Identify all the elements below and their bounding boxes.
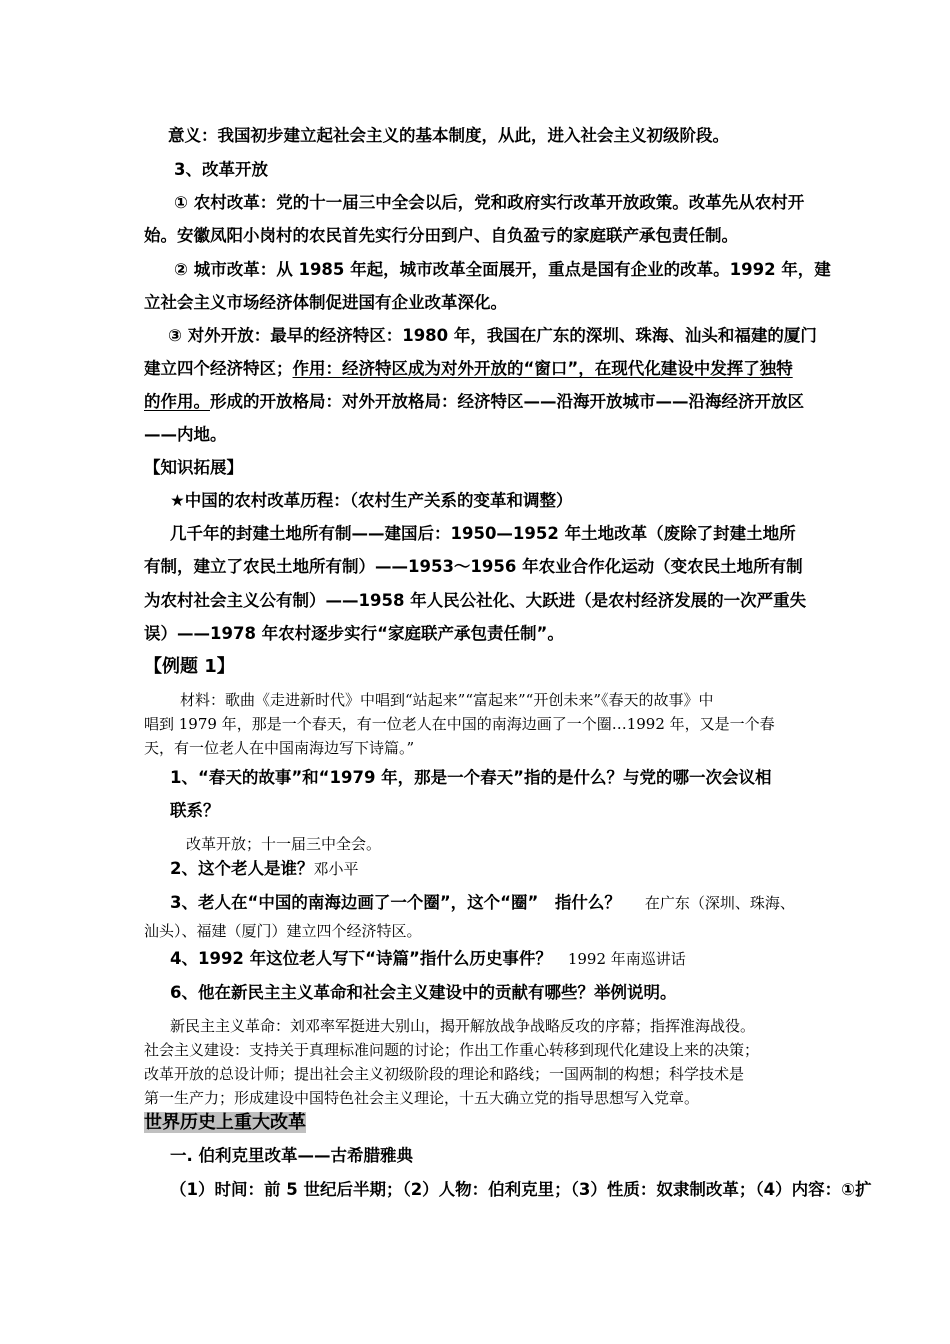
question-4: 4、1992 年这位老人写下“诗篇”指什么历史事件？ [170, 949, 552, 968]
material-line-3: 天，有一位老人在中国南海边写下诗篇。” [144, 739, 415, 757]
answer-6-line-2: 社会主义建设：支持关于真理标准问题的讨论；作出工作重心转移到现代化建设上来的决策； [144, 1041, 760, 1059]
answer-1: 改革开放；十一届三中全会。 [186, 835, 382, 853]
opening-line-1: ③ 对外开放：最早的经济特区：1980 年，我国在广东的深圳、珠海、汕头和福建的厦门 [168, 326, 817, 345]
rural-reform-line-2: 始。安徽凤阳小岗村的农民首先实行分田到户、自负盈亏的家庭联产承包责任制。 [144, 226, 738, 245]
answer-6-line-4: 第一生产力；形成建设中国特色社会主义理论，十五大确立党的指导思想写入党章。 [144, 1089, 700, 1107]
world-reforms-heading-text: 世界历史上重大改革 [144, 1112, 306, 1133]
opening-line-4: ——内地。 [144, 425, 227, 444]
rural-history-line-2: 有制，建立了农民土地所有制）——1953～1956 年农业合作化运动（变农民土地所有制 [144, 557, 803, 576]
opening-line-3 [144, 392, 814, 412]
question-4-line [170, 949, 840, 969]
section-heading-reform: 3、改革开放 [174, 160, 268, 179]
opening-pattern-text: 形成的开放格局：对外开放格局：经济特区——沿海开放城市——沿海经济开放区 [210, 392, 804, 411]
rural-history-title: ★中国的农村改革历程：（农村生产关系的变革和调整） [170, 491, 573, 510]
opening-role-underlined: 作用：经济特区成为对外开放的“窗口”，在现代化建设中发挥了独特 [292, 359, 793, 378]
question-1-line-1: 1、“春天的故事”和“1979 年，那是一个春天”指的是什么？与党的哪一次会议相 [170, 768, 772, 787]
answer-2: 邓小平 [313, 860, 359, 878]
answer-6-line-1: 新民主主义革命：刘邓率军挺进大别山，揭开解放战争战略反攻的序幕；指挥淮海战役。 [170, 1017, 756, 1035]
question-1-line-2: 联系？ [170, 801, 220, 820]
knowledge-expansion-heading: 【知识拓展】 [144, 458, 243, 477]
question-3: 3、老人在“中国的南海边画了一个圈”，这个“圈” 指什么？ [170, 893, 621, 912]
answer-3-part-2: 汕头）、福建（厦门）建立四个经济特区。 [144, 922, 422, 940]
opening-role-underlined-end: 的作用。 [144, 392, 210, 411]
question-2-line [170, 859, 840, 879]
material-line-2: 唱到 1979 年，那是一个春天，有一位老人在中国的南海边画了一个圈…1992 年，又是一个春 [144, 715, 775, 733]
question-6: 6、他在新民主主义革命和社会主义建设中的贡献有哪些？举例说明。 [170, 983, 677, 1002]
world-reforms-heading [144, 1113, 814, 1133]
rural-history-line-4: 误）——1978 年农村逐步实行“家庭联产承包责任制”。 [144, 624, 564, 643]
example-heading: 【例题 1】 [144, 656, 235, 677]
urban-reform-line-2: 立社会主义市场经济体制促进国有企业改革深化。 [144, 293, 507, 312]
rural-history-line-3: 为农村社会主义公有制）——1958 年人民公社化、大跃进（是农村经济发展的一次严重失 [144, 591, 807, 610]
pericles-details: （1）时间：前 5 世纪后半期；（2）人物：伯利克里；（3）性质：奴隶制改革；（4）内容：①扩 [170, 1180, 872, 1199]
question-2: 2、这个老人是谁？ [170, 859, 314, 878]
answer-4: 1992 年南巡讲话 [567, 950, 686, 968]
opening-line-2-text: 建立四个经济特区； [144, 359, 293, 378]
rural-history-line-1: 几千年的封建土地所有制——建国后：1950—1952 年土地改革（废除了封建土地所 [170, 524, 796, 543]
question-3-line [170, 893, 840, 913]
pericles-heading: 一. 伯利克里改革——古希腊雅典 [170, 1146, 414, 1165]
opening-line-2 [144, 359, 814, 379]
answer-6-line-3: 改革开放的总设计师；提出社会主义初级阶段的理论和路线；一国两制的构想；科学技术是 [144, 1065, 745, 1083]
rural-reform-line-1: ① 农村改革：党的十一届三中全会以后，党和政府实行改革开放政策。改革先从农村开 [174, 193, 805, 212]
answer-3-part-1: 在广东（深圳、珠海、 [644, 894, 795, 912]
urban-reform-line-1: ② 城市改革：从 1985 年起，城市改革全面展开，重点是国有企业的改革。1992 年，建 [174, 260, 831, 279]
material-line-1: 材料：歌曲《走进新时代》中唱到“站起来”“富起来”“开创未来”《春天的故事》中 [180, 691, 714, 709]
significance-line: 意义：我国初步建立起社会主义的基本制度，从此，进入社会主义初级阶段。 [168, 126, 729, 145]
